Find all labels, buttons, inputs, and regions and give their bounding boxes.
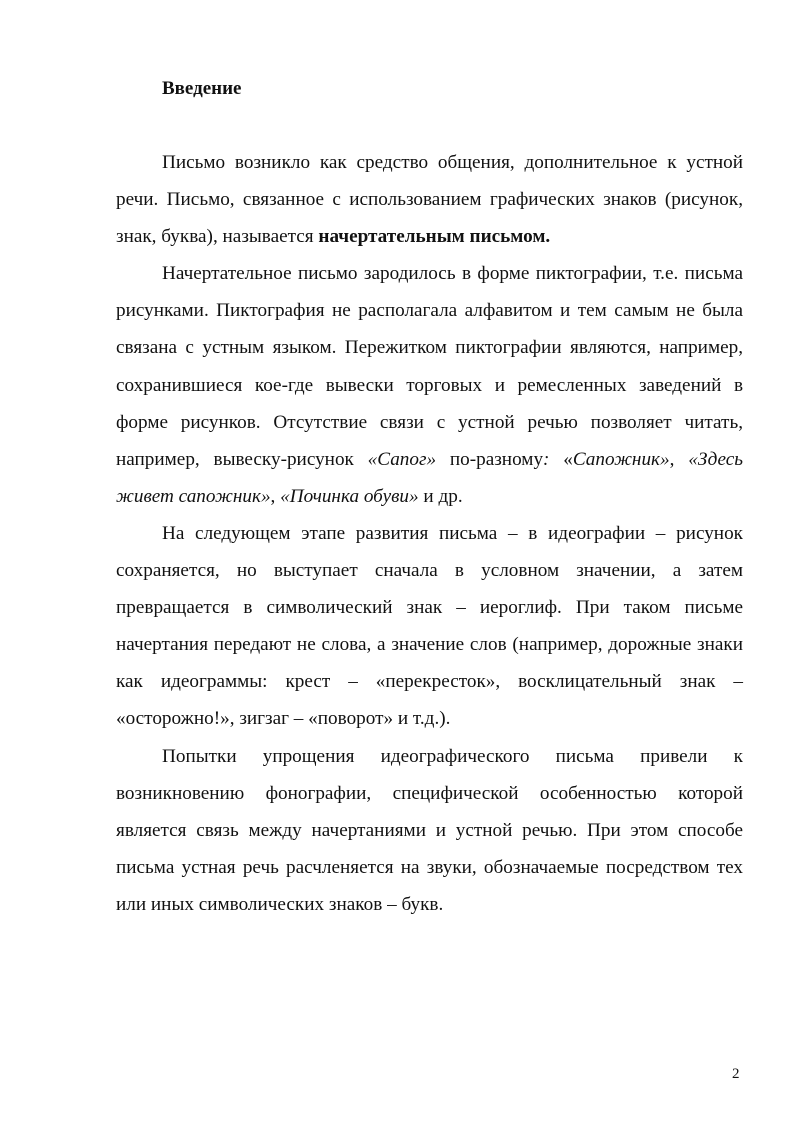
page-number: 2 [732, 1066, 740, 1082]
example-italic: «Здесь живет сапожник» [116, 448, 744, 507]
paragraph [116, 144, 743, 255]
colon-italic: : [543, 448, 550, 470]
paragraph-text: , [270, 485, 281, 507]
paragraph-text: и др. [418, 485, 463, 507]
document-page [116, 70, 743, 923]
paragraph-text: « [549, 448, 573, 470]
term-bold: начертательным письмом. [318, 226, 551, 248]
paragraph-text: Начертательное письмо зародилось в форме пиктографии, т.е. письма рисунками. Пиктография не располагала алфавитом и тем самым не была связана с устным языком. Пережитком пиктографии являются, например, сохранившиеся кое-где вывески торговых и ремесленных заведений в форме рисунков. Отсутствие связи с устной речью позволяет читать, например, вывеску-рисунок [116, 263, 743, 470]
blank-line [116, 107, 743, 144]
paragraph [116, 738, 743, 923]
example-italic: «Починка обуви» [280, 485, 419, 507]
paragraph-text: Попытки упрощения идеографического письма привели к возникновению фонографии, специфической особенностью которой является связь между начертаниями и устной речью. При этом способе письма устная речь расчленяется на звуки, обозначаемые посредством тех или иных символических знаков – букв. [116, 745, 743, 915]
paragraph-text: Письмо возникло как средство общения, дополнительное к устной речи. Письмо, связанное с использованием графических знаков (рисунок, знак, буква), называется [116, 152, 743, 248]
paragraph-text: по-разному [436, 448, 544, 470]
paragraph [116, 255, 743, 515]
paragraph [116, 515, 743, 738]
paragraph-text: , [669, 448, 689, 470]
paragraph-text: На следующем этапе развития письма – в идеографии – рисунок сохраняется, но выступает сначала в условном значении, а затем превращается в символический знак – иероглиф. При таком письме начертания передают не слова, а значение слов (например, дорожные знаки как идеограммы: крест – «перекресток», восклицательный знак – «осторожно!», зигзаг – «поворот» и т.д.). [116, 522, 743, 730]
section-heading: Введение [162, 78, 242, 99]
example-italic: «Сапог» [367, 448, 437, 470]
example-italic: Сапожник» [572, 448, 670, 470]
